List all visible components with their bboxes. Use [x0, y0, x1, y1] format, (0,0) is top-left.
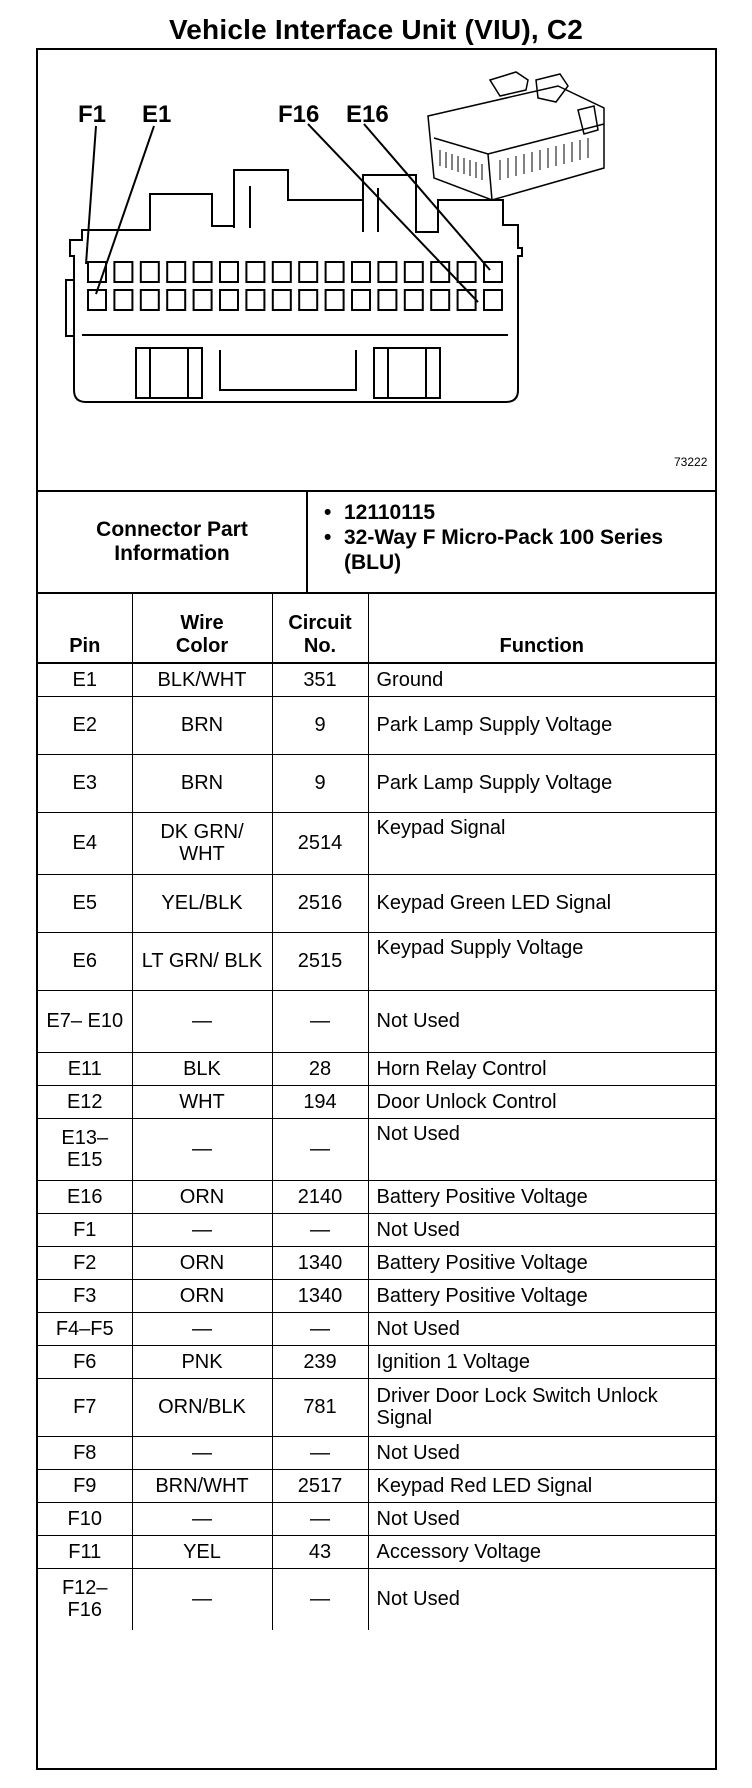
- circuit-cell: 2517: [272, 1469, 368, 1502]
- header-wire-color: Wire Color: [132, 594, 272, 663]
- table-row: [38, 1118, 715, 1180]
- table-row: [38, 932, 715, 990]
- circuit-cell: —: [272, 1502, 368, 1535]
- pin-cavity: [299, 262, 317, 282]
- wire-color-cell: WHT: [132, 1085, 272, 1118]
- wire-color-cell: —: [132, 1436, 272, 1469]
- function-cell: Not Used: [368, 1213, 715, 1246]
- function-cell: Driver Door Lock Switch Unlock Signal: [368, 1378, 715, 1436]
- function-cell: Not Used: [368, 1568, 715, 1630]
- circuit-cell: —: [272, 1213, 368, 1246]
- wire-color-cell: BLK/WHT: [132, 663, 272, 696]
- function-cell: Not Used: [368, 1502, 715, 1535]
- circuit-cell: 9: [272, 754, 368, 812]
- connector-part-info: [38, 490, 715, 594]
- pin-cavity: [431, 262, 449, 282]
- function-cell: Not Used: [368, 990, 715, 1052]
- function-cell: Horn Relay Control: [368, 1052, 715, 1085]
- pin-cavities: [88, 262, 502, 310]
- wire-color-cell: —: [132, 1312, 272, 1345]
- connector-diagram: [38, 50, 715, 490]
- pin-cavity: [326, 262, 344, 282]
- circuit-cell: 239: [272, 1345, 368, 1378]
- table-row: [38, 1085, 715, 1118]
- pin-cavity: [194, 262, 212, 282]
- circuit-cell: 2514: [272, 812, 368, 874]
- header-pin: Pin: [38, 594, 132, 663]
- pin-cell: E12: [38, 1085, 132, 1118]
- circuit-cell: —: [272, 1118, 368, 1180]
- pin-cavity: [141, 290, 159, 310]
- table-row: [38, 754, 715, 812]
- wire-color-cell: YEL: [132, 1535, 272, 1568]
- table-row: [38, 1568, 715, 1630]
- pin-cavity: [299, 290, 317, 310]
- pin-cavity: [352, 262, 370, 282]
- connector-part-info-label: Connector Part Information: [38, 492, 308, 592]
- wire-color-cell: BLK: [132, 1052, 272, 1085]
- pin-cell: E13– E15: [38, 1118, 132, 1180]
- pin-cell: F3: [38, 1279, 132, 1312]
- pin-cell: F9: [38, 1469, 132, 1502]
- circuit-cell: 28: [272, 1052, 368, 1085]
- wire-color-cell: —: [132, 1213, 272, 1246]
- table-row: [38, 990, 715, 1052]
- pin-cell: F7: [38, 1378, 132, 1436]
- table-row: [38, 812, 715, 874]
- circuit-cell: —: [272, 1568, 368, 1630]
- table-row: [38, 663, 715, 696]
- circuit-cell: 194: [272, 1085, 368, 1118]
- wire-color-cell: ORN: [132, 1246, 272, 1279]
- bullet-dot: •: [324, 501, 332, 524]
- figure-number: 73222: [674, 455, 708, 469]
- header-circuit-no: Circuit No.: [272, 594, 368, 663]
- function-cell: Not Used: [368, 1436, 715, 1469]
- wire-color-cell: —: [132, 1568, 272, 1630]
- pin-cavity: [431, 290, 449, 310]
- pin-cavity: [114, 290, 132, 310]
- pin-cavity: [246, 262, 264, 282]
- pin-cavity: [352, 290, 370, 310]
- bullet-dot: •: [324, 526, 332, 549]
- pin-cavity: [273, 262, 291, 282]
- pin-cell: E3: [38, 754, 132, 812]
- pin-cavity: [484, 290, 502, 310]
- function-cell: Park Lamp Supply Voltage: [368, 696, 715, 754]
- pin-cell: F4–F5: [38, 1312, 132, 1345]
- pin-cell: E2: [38, 696, 132, 754]
- function-cell: Door Unlock Control: [368, 1085, 715, 1118]
- pin-cavity: [378, 290, 396, 310]
- table-row: [38, 1052, 715, 1085]
- table-row: [38, 1312, 715, 1345]
- function-cell: Ground: [368, 663, 715, 696]
- function-cell: Battery Positive Voltage: [368, 1246, 715, 1279]
- part-number: • 12110115: [324, 501, 436, 524]
- circuit-cell: —: [272, 1312, 368, 1345]
- wire-color-cell: LT GRN/ BLK: [132, 932, 272, 990]
- pin-cell: F12– F16: [38, 1568, 132, 1630]
- pin-cavity: [114, 262, 132, 282]
- wire-color-cell: YEL/BLK: [132, 874, 272, 932]
- function-cell: Ignition 1 Voltage: [368, 1345, 715, 1378]
- pin-cell: E5: [38, 874, 132, 932]
- circuit-cell: 2516: [272, 874, 368, 932]
- pin-cell: F11: [38, 1535, 132, 1568]
- pin-cavity: [246, 290, 264, 310]
- wire-color-cell: BRN/WHT: [132, 1469, 272, 1502]
- label-e1: E1: [142, 101, 172, 128]
- label-e16: E16: [346, 101, 389, 128]
- pin-cell: E16: [38, 1180, 132, 1213]
- table-row: [38, 1469, 715, 1502]
- wire-color-cell: BRN: [132, 696, 272, 754]
- pin-cavity: [405, 290, 423, 310]
- table-row: [38, 1180, 715, 1213]
- label-f1: F1: [78, 101, 107, 128]
- table-row: [38, 696, 715, 754]
- pin-cell: F10: [38, 1502, 132, 1535]
- pin-cavity: [141, 262, 159, 282]
- table-header-row: [38, 594, 715, 663]
- pin-cell: E1: [38, 663, 132, 696]
- pin-cell: E4: [38, 812, 132, 874]
- circuit-cell: 1340: [272, 1279, 368, 1312]
- function-cell: Accessory Voltage: [368, 1535, 715, 1568]
- pin-cell: E7– E10: [38, 990, 132, 1052]
- wire-color-cell: BRN: [132, 754, 272, 812]
- thumbnail-terminals: [440, 138, 588, 180]
- pin-cavity: [194, 290, 212, 310]
- connector-thumbnail: [428, 72, 604, 200]
- pin-cavity: [220, 290, 238, 310]
- pin-cavity: [167, 290, 185, 310]
- pin-cavity: [273, 290, 291, 310]
- pin-cavity: [458, 262, 476, 282]
- pin-cell: F2: [38, 1246, 132, 1279]
- connector-description: • 32-Way F Micro-Pack 100 Series (BLU): [324, 526, 664, 574]
- wire-color-cell: —: [132, 990, 272, 1052]
- function-cell: Not Used: [368, 1118, 715, 1180]
- function-cell: Keypad Signal: [368, 812, 715, 874]
- function-cell: Park Lamp Supply Voltage: [368, 754, 715, 812]
- pin-cavity: [378, 262, 396, 282]
- table-row: [38, 1246, 715, 1279]
- pin-cell: E6: [38, 932, 132, 990]
- table-row: [38, 1535, 715, 1568]
- circuit-cell: 2515: [272, 932, 368, 990]
- pin-cavity: [326, 290, 344, 310]
- circuit-cell: 2140: [272, 1180, 368, 1213]
- table-row: [38, 1502, 715, 1535]
- function-cell: Keypad Red LED Signal: [368, 1469, 715, 1502]
- function-cell: Battery Positive Voltage: [368, 1180, 715, 1213]
- pin-cavity: [405, 262, 423, 282]
- table-row: [38, 1213, 715, 1246]
- pin-cell: F1: [38, 1213, 132, 1246]
- function-cell: Keypad Supply Voltage: [368, 932, 715, 990]
- pin-cavity: [167, 262, 185, 282]
- table-row: [38, 1378, 715, 1436]
- wire-color-cell: PNK: [132, 1345, 272, 1378]
- function-cell: Not Used: [368, 1312, 715, 1345]
- function-cell: Keypad Green LED Signal: [368, 874, 715, 932]
- wire-color-cell: ORN/BLK: [132, 1378, 272, 1436]
- wire-color-cell: ORN: [132, 1279, 272, 1312]
- wire-color-cell: ORN: [132, 1180, 272, 1213]
- circuit-cell: —: [272, 990, 368, 1052]
- label-f16: F16: [278, 101, 320, 128]
- table-row: [38, 1436, 715, 1469]
- pin-cell: F8: [38, 1436, 132, 1469]
- table-row: [38, 874, 715, 932]
- page-title: Vehicle Interface Unit (VIU), C2: [168, 14, 584, 45]
- wire-color-cell: DK GRN/ WHT: [132, 812, 272, 874]
- circuit-cell: 1340: [272, 1246, 368, 1279]
- table-row: [38, 1279, 715, 1312]
- circuit-cell: —: [272, 1436, 368, 1469]
- function-cell: Battery Positive Voltage: [368, 1279, 715, 1312]
- connector-sheet: [36, 48, 717, 1770]
- circuit-cell: 351: [272, 663, 368, 696]
- wire-color-cell: —: [132, 1118, 272, 1180]
- pin-cavity: [220, 262, 238, 282]
- pin-cell: F6: [38, 1345, 132, 1378]
- circuit-cell: 9: [272, 696, 368, 754]
- pinout-table: [38, 594, 715, 1630]
- header-function: Function: [368, 594, 715, 663]
- circuit-cell: 43: [272, 1535, 368, 1568]
- table-row: [38, 1345, 715, 1378]
- pin-cell: E11: [38, 1052, 132, 1085]
- pin-cavity: [458, 290, 476, 310]
- circuit-cell: 781: [272, 1378, 368, 1436]
- wire-color-cell: —: [132, 1502, 272, 1535]
- connector-part-info-values: [322, 500, 702, 575]
